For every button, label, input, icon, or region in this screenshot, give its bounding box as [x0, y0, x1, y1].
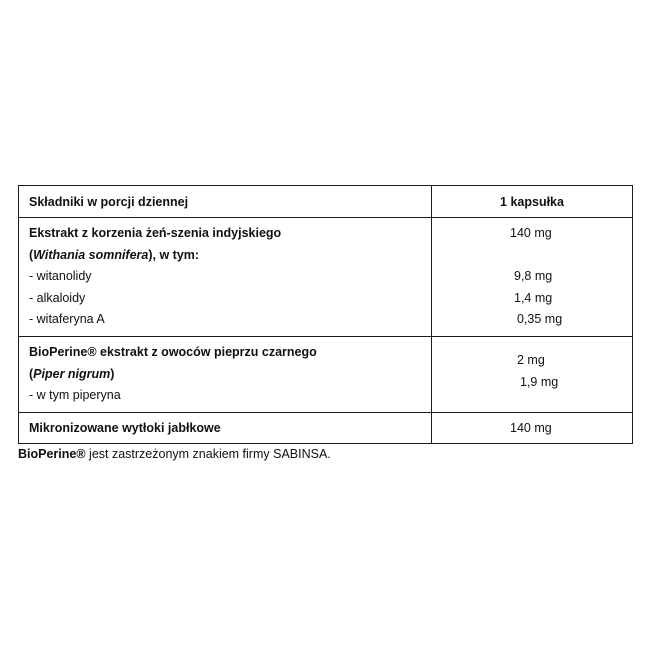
bioperine-value: 2 mg: [517, 353, 545, 367]
apple-name: Mikronizowane wytłoki jabłkowe: [19, 412, 432, 443]
table-row-apple: [19, 412, 633, 443]
bioperine-name: BioPerine® ekstrakt z owoców pieprzu czarnego: [29, 345, 317, 359]
footnote-brand: BioPerine®: [18, 447, 86, 461]
ashwagandha-sub-witanolidy: - witanolidy: [29, 269, 92, 283]
ashwagandha-value: 140 mg: [510, 226, 552, 240]
bioperine-latin: Piper nigrum: [33, 366, 111, 381]
witaferyna-value: 0,35 mg: [517, 312, 563, 326]
alkaloidy-value: 1,4 mg: [514, 290, 553, 305]
header-serving: 1 kapsułka: [432, 186, 633, 218]
trademark-footnote: [18, 447, 331, 461]
table-row-ashwagandha: [19, 218, 633, 337]
bioperine-values-cell: [432, 337, 633, 413]
paren-close: ), w tym:: [148, 247, 200, 262]
bioperine-name-cell: [19, 337, 432, 413]
paren-open: (: [29, 366, 34, 381]
ashwagandha-values-cell: [432, 218, 633, 337]
witanolidy-value: 9,8 mg: [514, 269, 553, 283]
ashwagandha-latin-line: [29, 245, 431, 267]
ingredients-table: [18, 185, 633, 444]
bioperine-latin-line: [29, 364, 431, 386]
bioperine-sub-piperyna: - w tym piperyna: [29, 388, 121, 402]
header-ingredients: Składniki w porcji dziennej: [19, 186, 432, 218]
table-row-bioperine: [19, 337, 633, 413]
ashwagandha-latin: Withania somnifera: [33, 247, 149, 262]
ashwagandha-sub-witaferyna: - witaferyna A: [29, 312, 105, 326]
apple-value: 140 mg: [432, 412, 633, 443]
table-header-row: [19, 186, 633, 218]
paren-open: (: [29, 247, 34, 262]
footnote-text: jest zastrzeżonym znakiem firmy SABINSA.: [85, 447, 331, 461]
ashwagandha-name-cell: [19, 218, 432, 337]
paren-close: ): [110, 366, 115, 381]
piperyna-value: 1,9 mg: [520, 374, 559, 389]
ingredients-table-container: [18, 185, 632, 444]
ashwagandha-name: Ekstrakt z korzenia żeń-szenia indyjskiego: [29, 226, 282, 240]
ashwagandha-sub-alkaloidy: - alkaloidy: [29, 290, 86, 305]
